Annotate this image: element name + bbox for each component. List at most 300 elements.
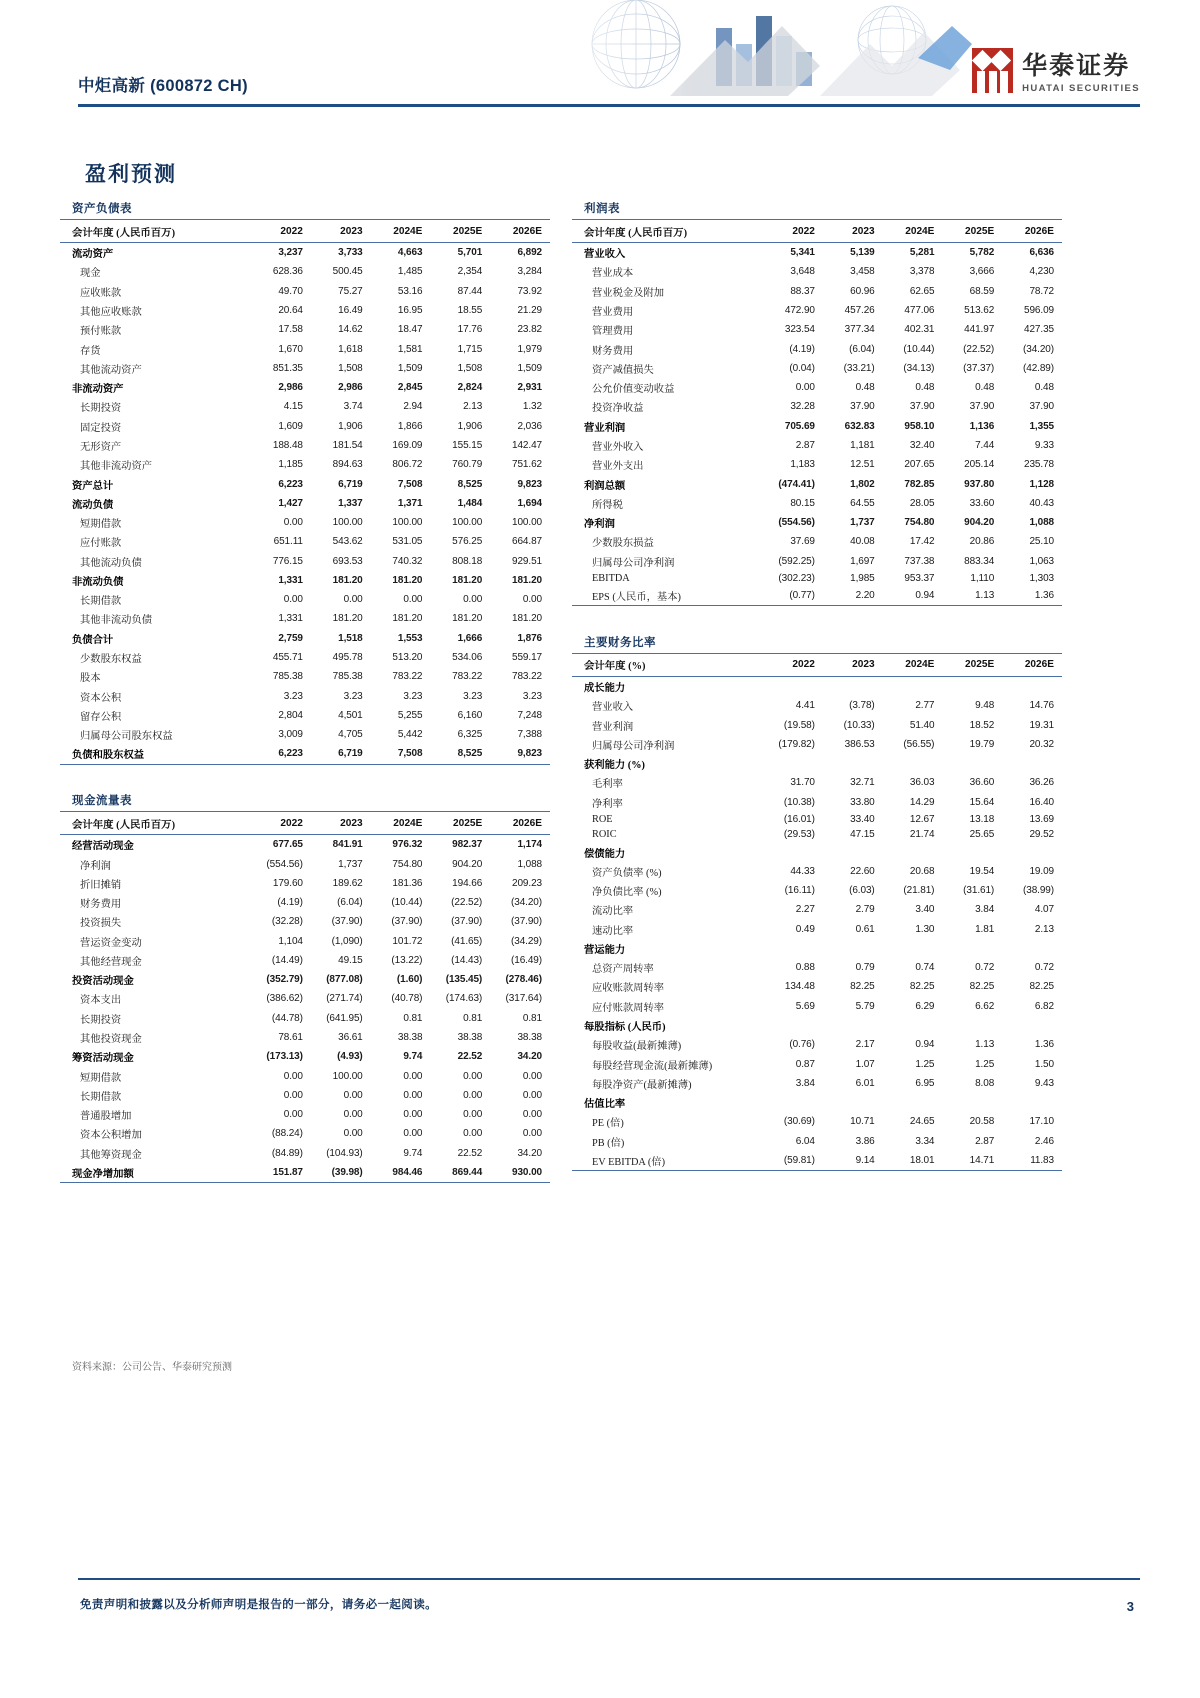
column-header: 2025E bbox=[942, 653, 1002, 676]
row-label: 财务费用 bbox=[80, 899, 122, 911]
row-value: (22.52) bbox=[963, 343, 995, 355]
row-value: 472.90 bbox=[784, 304, 815, 316]
row-value: (56.55) bbox=[903, 738, 935, 750]
row-value: 38.38 bbox=[517, 1032, 542, 1044]
row-value: 904.20 bbox=[964, 517, 995, 529]
table-row bbox=[60, 282, 550, 301]
table-row bbox=[60, 970, 550, 989]
column-header: 2026E bbox=[1002, 220, 1062, 243]
row-value: 40.08 bbox=[850, 536, 875, 548]
row-value: (14.49) bbox=[271, 954, 303, 966]
row-label: 固定投资 bbox=[80, 422, 122, 434]
table-row bbox=[572, 1035, 1062, 1054]
row-label: PB (倍) bbox=[592, 1137, 625, 1149]
row-value: 783.22 bbox=[452, 671, 483, 683]
row-value: 23.82 bbox=[517, 324, 542, 336]
row-value: 31.70 bbox=[790, 777, 815, 789]
table-row bbox=[60, 243, 550, 263]
row-value: 181.20 bbox=[392, 613, 423, 625]
row-label: 偿债能力 bbox=[584, 848, 626, 860]
row-value: 75.27 bbox=[338, 285, 363, 297]
row-value: 783.22 bbox=[512, 671, 542, 683]
financial-ratios-head bbox=[572, 653, 1062, 676]
row-value: 1,985 bbox=[850, 572, 875, 584]
row-value: 1,337 bbox=[338, 497, 363, 509]
row-value: (4.19) bbox=[789, 343, 815, 355]
row-value: 20.64 bbox=[278, 304, 303, 316]
row-label: 成长能力 bbox=[584, 682, 626, 694]
table-header-row bbox=[572, 220, 1062, 243]
row-value: 14.71 bbox=[969, 1155, 995, 1167]
row-value: 28.05 bbox=[909, 497, 935, 509]
row-value: 22.52 bbox=[457, 1051, 483, 1063]
table-row bbox=[60, 513, 550, 532]
row-label: 归属母公司净利润 bbox=[592, 557, 675, 569]
table-row bbox=[60, 1047, 550, 1066]
row-value: 754.80 bbox=[904, 517, 935, 529]
row-value: 12.67 bbox=[909, 813, 935, 825]
row-value: 8,525 bbox=[457, 748, 483, 760]
row-value: (41.65) bbox=[451, 935, 483, 947]
row-value: 14.62 bbox=[338, 324, 363, 336]
row-value: 8.08 bbox=[975, 1077, 995, 1089]
row-label: 投资净收益 bbox=[592, 403, 644, 415]
balance-sheet-caption: 资产负债表 bbox=[72, 203, 132, 215]
row-value: 17.10 bbox=[1029, 1116, 1054, 1128]
row-label: 每股净资产(最新摊薄) bbox=[592, 1079, 692, 1091]
row-label: 其他流动资产 bbox=[80, 364, 142, 376]
row-value: 0.94 bbox=[915, 1039, 935, 1051]
row-label: 其他应收账款 bbox=[80, 306, 142, 318]
row-value: (16.49) bbox=[511, 954, 542, 966]
row-value: 3,458 bbox=[850, 266, 875, 278]
row-value bbox=[823, 939, 883, 958]
row-value: 6.01 bbox=[855, 1077, 875, 1089]
table-row bbox=[572, 735, 1062, 754]
table-row bbox=[572, 397, 1062, 416]
row-value: 576.25 bbox=[452, 536, 483, 548]
table-header-row bbox=[60, 220, 550, 243]
row-label: 流动资产 bbox=[72, 249, 114, 261]
row-value: 4.41 bbox=[795, 700, 815, 712]
row-value: 20.32 bbox=[1029, 738, 1054, 750]
row-value: 5.69 bbox=[795, 1000, 815, 1012]
table-row bbox=[572, 827, 1062, 842]
row-value: 24.65 bbox=[909, 1116, 935, 1128]
row-label: 现金净增加额 bbox=[72, 1169, 134, 1181]
row-value: 751.62 bbox=[512, 459, 542, 471]
column-header: 2025E bbox=[430, 812, 490, 835]
row-value: (34.29) bbox=[511, 935, 542, 947]
row-value: 19.09 bbox=[1029, 865, 1054, 877]
financial-ratios-body bbox=[572, 676, 1062, 1170]
row-value: 1,737 bbox=[338, 858, 363, 870]
row-value: 64.55 bbox=[850, 497, 875, 509]
row-value: (0.04) bbox=[789, 362, 815, 374]
row-value: 1.81 bbox=[975, 923, 995, 935]
balance-sheet-head bbox=[60, 220, 550, 243]
row-label: ROE bbox=[592, 813, 613, 825]
row-value: 14.76 bbox=[1029, 700, 1054, 712]
table-row bbox=[60, 378, 550, 397]
row-value: 705.69 bbox=[784, 420, 815, 432]
row-label: 应付账款周转率 bbox=[592, 1002, 665, 1014]
row-value: 37.90 bbox=[969, 401, 995, 413]
row-value bbox=[942, 754, 1002, 773]
row-label: 负债和股东权益 bbox=[72, 750, 145, 762]
row-value: 5,139 bbox=[850, 247, 875, 259]
table-row bbox=[60, 571, 550, 590]
row-label: 所得税 bbox=[592, 499, 623, 511]
row-label: 资本公积增加 bbox=[80, 1130, 142, 1142]
table-row bbox=[572, 1132, 1062, 1151]
row-label: 利润总额 bbox=[584, 480, 626, 492]
row-value bbox=[763, 939, 823, 958]
row-value: (38.99) bbox=[1023, 885, 1054, 897]
row-value: 0.00 bbox=[522, 1089, 542, 1101]
row-label: 毛利率 bbox=[592, 779, 623, 791]
row-value: 100.00 bbox=[392, 517, 423, 529]
row-value: 18.52 bbox=[969, 719, 995, 731]
row-value: 44.33 bbox=[790, 865, 815, 877]
row-value: 6,636 bbox=[1029, 247, 1054, 259]
row-value: 209.23 bbox=[512, 877, 542, 889]
row-value: 7,508 bbox=[397, 748, 423, 760]
column-header: 2023 bbox=[823, 220, 883, 243]
balance-sheet-body bbox=[60, 243, 550, 765]
row-value: (1.60) bbox=[396, 974, 423, 986]
table-row bbox=[60, 320, 550, 339]
row-value: (104.93) bbox=[326, 1147, 363, 1159]
column-header: 2023 bbox=[311, 220, 371, 243]
table-row bbox=[572, 1093, 1062, 1112]
table-row bbox=[572, 1054, 1062, 1073]
row-value: 0.00 bbox=[463, 1070, 483, 1082]
row-value: 47.15 bbox=[850, 829, 875, 841]
row-value: (34.20) bbox=[511, 897, 542, 909]
row-value: 1,331 bbox=[278, 574, 303, 586]
row-value: 1,518 bbox=[338, 632, 363, 644]
row-label: 预付账款 bbox=[80, 326, 122, 338]
row-value: 6,223 bbox=[278, 478, 303, 490]
table-row bbox=[572, 997, 1062, 1016]
table-row bbox=[572, 812, 1062, 827]
row-value: 21.29 bbox=[517, 304, 542, 316]
row-value: 29.52 bbox=[1029, 829, 1054, 841]
row-value: 2.77 bbox=[915, 700, 935, 712]
row-value: (21.81) bbox=[903, 885, 935, 897]
table-row bbox=[572, 977, 1062, 996]
row-value: 1,581 bbox=[397, 343, 423, 355]
row-value: 1,509 bbox=[517, 362, 542, 374]
row-label: 其他经营现金 bbox=[80, 956, 142, 968]
row-value: (271.74) bbox=[326, 993, 363, 1005]
row-value: 22.52 bbox=[457, 1147, 483, 1159]
row-value: 3,378 bbox=[909, 266, 935, 278]
row-value: (19.58) bbox=[783, 719, 815, 731]
table-row bbox=[572, 958, 1062, 977]
row-value: 6,892 bbox=[517, 247, 542, 259]
table-row bbox=[60, 1163, 550, 1183]
row-value: 1,737 bbox=[850, 517, 875, 529]
row-value: 2,931 bbox=[517, 382, 542, 394]
row-value: 0.00 bbox=[343, 594, 363, 606]
income-statement-head bbox=[572, 220, 1062, 243]
row-value: 500.45 bbox=[332, 266, 363, 278]
row-label: 无形资产 bbox=[80, 441, 122, 453]
row-label: 投资活动现金 bbox=[72, 976, 134, 988]
row-value: 12.51 bbox=[850, 459, 875, 471]
table-row bbox=[60, 951, 550, 970]
row-value bbox=[942, 1016, 1002, 1035]
row-label: 其他投资现金 bbox=[80, 1034, 142, 1046]
row-value: 181.20 bbox=[452, 613, 483, 625]
table-row bbox=[572, 842, 1062, 861]
row-value: 693.53 bbox=[332, 555, 363, 567]
row-value: 0.94 bbox=[915, 590, 935, 602]
row-value: 4,230 bbox=[1029, 266, 1054, 278]
row-label: EPS (人民币，基本) bbox=[592, 592, 681, 604]
table-row bbox=[572, 773, 1062, 792]
row-value: 16.95 bbox=[397, 304, 423, 316]
row-value: 2,986 bbox=[338, 382, 363, 394]
row-value: 181.20 bbox=[332, 574, 363, 586]
table-row bbox=[572, 262, 1062, 281]
table-row bbox=[572, 920, 1062, 939]
row-value: 1,553 bbox=[397, 632, 423, 644]
row-value: 1,618 bbox=[338, 343, 363, 355]
row-label: 存货 bbox=[80, 345, 101, 357]
row-value: 14.29 bbox=[909, 796, 935, 808]
row-value: 937.80 bbox=[964, 478, 995, 490]
row-value: 18.47 bbox=[397, 324, 423, 336]
table-row bbox=[60, 359, 550, 378]
row-value: 0.79 bbox=[855, 962, 875, 974]
row-value: 1.36 bbox=[1034, 590, 1054, 602]
row-value bbox=[883, 939, 943, 958]
row-value: 82.25 bbox=[969, 981, 995, 993]
row-value: 155.15 bbox=[452, 439, 483, 451]
row-value: 33.40 bbox=[850, 813, 875, 825]
row-value: 1.25 bbox=[915, 1058, 935, 1070]
row-value: 0.72 bbox=[1034, 962, 1054, 974]
row-value: 0.00 bbox=[283, 1089, 303, 1101]
row-value: 3,009 bbox=[278, 729, 303, 741]
row-value: 1,088 bbox=[517, 858, 542, 870]
row-value: 1,715 bbox=[457, 343, 483, 355]
tables-container bbox=[0, 200, 1200, 1211]
cash-flow-body bbox=[60, 835, 550, 1183]
source-note: 资料来源：公司公告、华泰研究预测 bbox=[72, 1362, 232, 1373]
row-value: 1.13 bbox=[975, 1039, 995, 1051]
row-value: (352.79) bbox=[266, 974, 303, 986]
table-row bbox=[572, 754, 1062, 773]
row-value: 6,719 bbox=[338, 478, 363, 490]
row-value: 0.00 bbox=[522, 594, 542, 606]
row-value: 9.43 bbox=[1034, 1077, 1054, 1089]
row-label: 速动比率 bbox=[592, 925, 634, 937]
row-value: 2,986 bbox=[278, 382, 303, 394]
row-value: 134.48 bbox=[784, 981, 815, 993]
row-value: 181.36 bbox=[392, 877, 423, 889]
row-value: 651.11 bbox=[273, 536, 303, 548]
row-value: (6.03) bbox=[849, 885, 875, 897]
row-value: 2.79 bbox=[855, 904, 875, 916]
table-row bbox=[60, 1124, 550, 1143]
row-value: 754.80 bbox=[392, 858, 423, 870]
row-value: 3,648 bbox=[790, 266, 815, 278]
row-value: 9,823 bbox=[517, 478, 542, 490]
row-value: 2.87 bbox=[975, 1135, 995, 1147]
column-header: 2022 bbox=[763, 653, 823, 676]
row-value: 32.28 bbox=[790, 401, 815, 413]
row-value: 1,509 bbox=[397, 362, 423, 374]
row-value: (386.62) bbox=[266, 993, 303, 1005]
row-value: 0.00 bbox=[403, 1089, 423, 1101]
row-value: 0.00 bbox=[463, 1128, 483, 1140]
row-value: 20.68 bbox=[909, 865, 935, 877]
row-value: 455.71 bbox=[272, 652, 303, 664]
row-value: 16.40 bbox=[1029, 796, 1054, 808]
row-value: 1,136 bbox=[969, 420, 995, 432]
row-label: 营运资金变动 bbox=[80, 937, 142, 949]
row-label: 营业外支出 bbox=[592, 461, 644, 473]
table-row bbox=[572, 301, 1062, 320]
row-value bbox=[942, 842, 1002, 861]
row-value: 984.46 bbox=[392, 1167, 423, 1179]
row-label: 营业费用 bbox=[592, 306, 634, 318]
ticker-code: (600872 CH) bbox=[150, 77, 248, 95]
row-value: 10.71 bbox=[850, 1116, 875, 1128]
table-row bbox=[60, 932, 550, 951]
row-label: 营业成本 bbox=[592, 268, 634, 280]
row-value: 19.79 bbox=[969, 738, 995, 750]
row-value: 16.49 bbox=[338, 304, 363, 316]
row-value: 60.96 bbox=[850, 285, 875, 297]
row-value: 68.59 bbox=[969, 285, 995, 297]
row-value bbox=[1002, 1093, 1062, 1112]
row-value: 3,284 bbox=[517, 266, 542, 278]
row-value: (16.01) bbox=[783, 813, 815, 825]
row-value: (3.78) bbox=[849, 700, 875, 712]
row-label: 其他筹资现金 bbox=[80, 1149, 142, 1161]
row-value: 3.23 bbox=[283, 690, 303, 702]
row-value: (0.77) bbox=[789, 590, 815, 602]
row-value: 5.79 bbox=[855, 1000, 875, 1012]
row-label: 长期投资 bbox=[80, 403, 122, 415]
table-row bbox=[572, 1112, 1062, 1131]
row-value: 5,281 bbox=[909, 247, 935, 259]
row-value: 36.61 bbox=[338, 1032, 363, 1044]
row-value bbox=[823, 842, 883, 861]
row-value: (179.82) bbox=[778, 738, 815, 750]
row-label: 营业税金及附加 bbox=[592, 287, 665, 299]
row-value: (6.04) bbox=[849, 343, 875, 355]
row-value: 49.15 bbox=[338, 954, 363, 966]
row-value bbox=[1002, 754, 1062, 773]
row-value: 534.06 bbox=[452, 652, 483, 664]
row-value: 869.44 bbox=[452, 1167, 483, 1179]
row-value: 5,255 bbox=[397, 709, 423, 721]
table-row bbox=[60, 854, 550, 873]
row-value: 7,388 bbox=[517, 729, 542, 741]
row-value: 34.20 bbox=[517, 1147, 542, 1159]
row-value: 169.09 bbox=[392, 439, 423, 451]
table-row bbox=[60, 455, 550, 474]
row-value bbox=[1002, 842, 1062, 861]
row-value: 9.33 bbox=[1034, 439, 1054, 451]
column-header: 2026E bbox=[1002, 653, 1062, 676]
row-value: 3.40 bbox=[915, 904, 935, 916]
table-row bbox=[572, 881, 1062, 900]
row-value: 181.54 bbox=[332, 439, 363, 451]
balance-sheet-table bbox=[60, 219, 550, 766]
row-value: (37.90) bbox=[451, 916, 483, 928]
row-value: (42.89) bbox=[1023, 362, 1054, 374]
row-value: 101.72 bbox=[392, 935, 423, 947]
row-value: (317.64) bbox=[505, 993, 542, 1005]
table-row bbox=[60, 301, 550, 320]
row-value: 34.20 bbox=[517, 1051, 542, 1063]
row-label: 经营活动现金 bbox=[72, 841, 134, 853]
table-row bbox=[60, 552, 550, 571]
row-value: 1,485 bbox=[397, 266, 423, 278]
row-value: (40.78) bbox=[391, 993, 423, 1005]
table-row bbox=[60, 744, 550, 764]
row-label: 获利能力 (%) bbox=[584, 760, 645, 772]
row-value: (474.41) bbox=[778, 478, 815, 490]
row-value bbox=[823, 676, 883, 696]
row-value: 73.92 bbox=[517, 285, 542, 297]
table-row bbox=[60, 1009, 550, 1028]
row-value: 760.79 bbox=[452, 459, 483, 471]
row-value: (10.38) bbox=[783, 796, 815, 808]
table-row bbox=[572, 900, 1062, 919]
table-row bbox=[60, 474, 550, 493]
row-value: 19.31 bbox=[1029, 719, 1054, 731]
cash-flow-block bbox=[60, 792, 550, 1185]
row-value: 5,442 bbox=[397, 729, 423, 741]
row-value: 181.20 bbox=[392, 574, 423, 586]
row-value: (173.13) bbox=[266, 1051, 303, 1063]
row-value: 18.01 bbox=[909, 1155, 935, 1167]
table-row bbox=[572, 1074, 1062, 1093]
row-value bbox=[763, 754, 823, 773]
row-value: (14.43) bbox=[451, 954, 483, 966]
row-label: 营业收入 bbox=[584, 249, 626, 261]
table-row bbox=[572, 1016, 1062, 1035]
row-value: 4,501 bbox=[338, 709, 363, 721]
row-label: 长期借款 bbox=[80, 596, 122, 608]
right-column bbox=[572, 200, 1062, 1211]
row-value: (641.95) bbox=[326, 1012, 363, 1024]
row-value: 5,701 bbox=[457, 247, 483, 259]
row-value: 4,705 bbox=[338, 729, 363, 741]
row-value: 36.26 bbox=[1029, 777, 1054, 789]
row-value: 2.87 bbox=[795, 439, 815, 451]
row-value: 785.38 bbox=[272, 671, 303, 683]
row-value: 1,802 bbox=[850, 478, 875, 490]
row-value: 3.34 bbox=[915, 1135, 935, 1147]
row-value: 181.20 bbox=[512, 613, 542, 625]
row-value: 20.58 bbox=[969, 1116, 995, 1128]
table-row bbox=[572, 455, 1062, 474]
table-row bbox=[572, 552, 1062, 571]
row-value: 0.72 bbox=[975, 962, 995, 974]
row-value: 38.38 bbox=[397, 1032, 423, 1044]
row-value: (88.24) bbox=[271, 1128, 303, 1140]
row-label: 长期投资 bbox=[80, 1014, 122, 1026]
